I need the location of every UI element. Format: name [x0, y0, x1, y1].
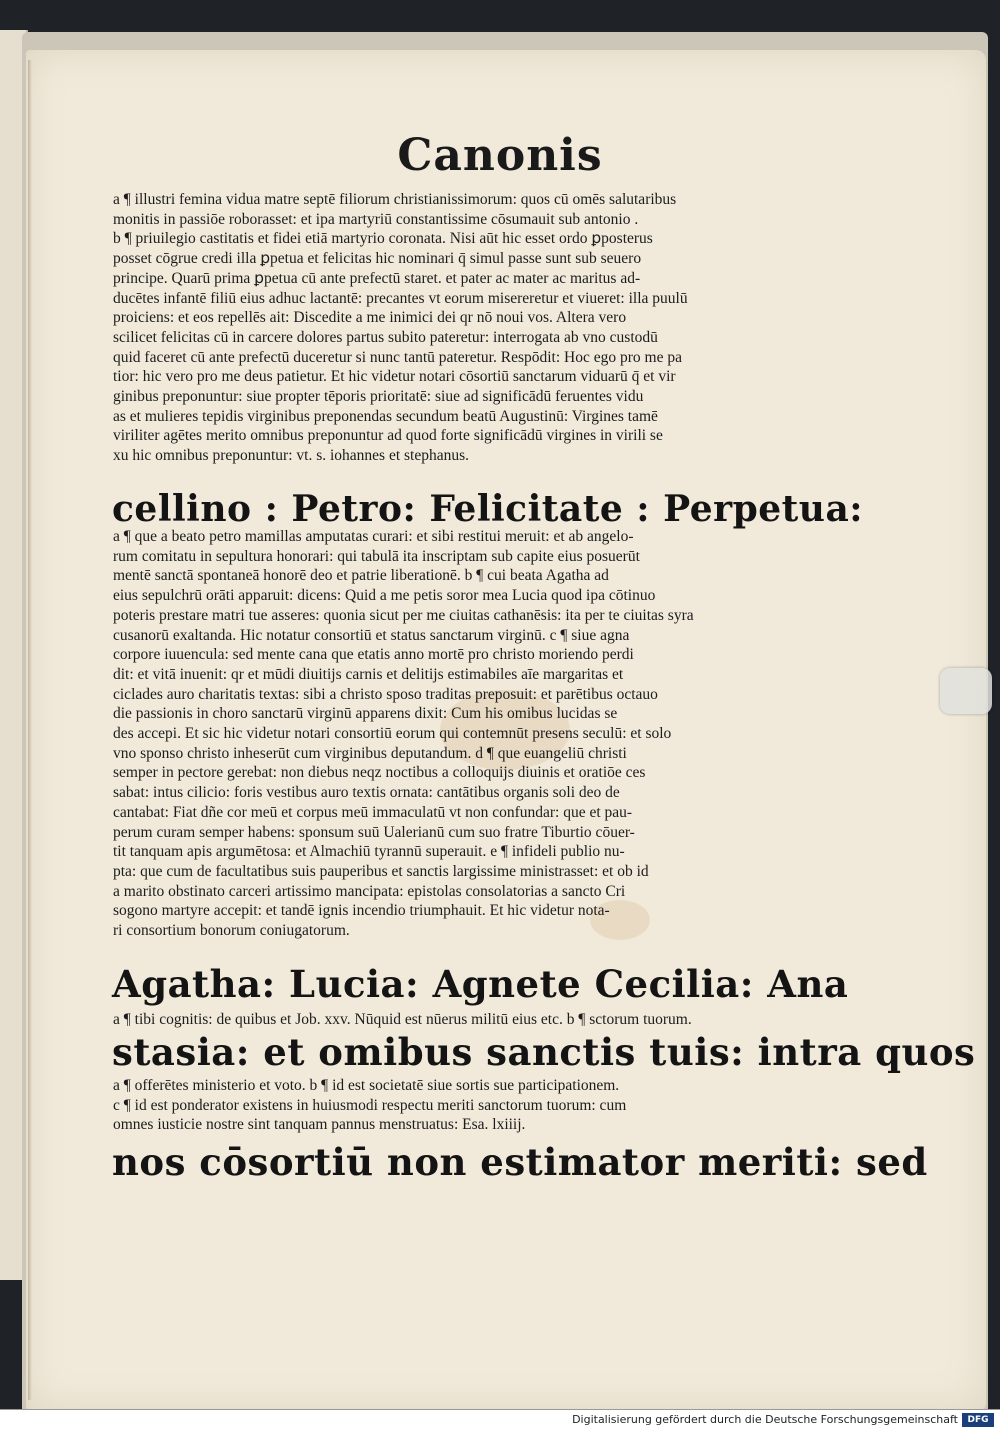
text-line-2: Agatha: Lucia: Agnete Cecilia: Ana — [112, 962, 849, 1006]
gloss-line: die passionis in choro sanctarū virginū apparens dixit: Cum his omibus lucidas se — [113, 705, 618, 723]
gloss-line: cantabat: Fiat dñe cor meū et corpus meū immaculatū vt non confundar: que et pau- — [113, 803, 633, 821]
footer-bar — [0, 1410, 1000, 1431]
gloss-line: xu hic omnibus preponuntur: vt. s. iohannes et stephanus. — [113, 447, 470, 465]
gloss-line: as et mulieres tepidis virginibus preponendas secundum beatū Augustinū: Virgines tamē — [113, 407, 658, 425]
gloss-line: ducētes infantē filiū eius adhuc lactantē: precantes vt eorum misereretur et viueret: illa puulū — [113, 289, 688, 307]
page-heading: Canonis — [397, 130, 603, 181]
gloss-line: a ¶ que a beato petro mamillas amputatas curari: et sibi restitui meruit: et ab angelo- — [113, 528, 634, 545]
gloss-line: eius sepulchrū orāti apparuit: dicens: Quid a me petis soror mea Lucia quod ipa cōtinuo — [113, 587, 656, 605]
gloss-line: viriliter agētes merito omnibus preponuntur ad quod forte significādū virgines in virili se — [113, 427, 663, 445]
gloss-line: ciclades auro charitatis textas: sibi a christo sposo traditas preposuit: et parētibus octauo — [113, 685, 658, 703]
gloss-line: b ¶ priuilegio castitatis et fidei etiā martyrio coronata. Nisi aūt hic esset ordo ꝑposterus — [113, 230, 653, 248]
gloss-line: sabat: intus cilicio: foris vestibus auro textis ornata: cantātibus organis soli deo de — [113, 784, 620, 802]
gloss-line: a ¶ tibi cognitis: de quibus et Job. xxv. Nūquid est nūerus militū eius etc. b ¶ sctorum tuorum. — [113, 1011, 692, 1028]
dfg-logo: DFG — [962, 1413, 994, 1427]
gloss-line: ginibus preponuntur: siue propter tēporis prioritatē: siue ad significādū feruentes vidu — [113, 388, 644, 406]
gloss-line: a ¶ illustri femina vidua matre septē filiorum christianissimorum: quos cū omēs salutaribus — [113, 191, 677, 208]
gloss-block-2 — [113, 527, 768, 941]
gloss-line: proiciens: et eos repellēs ait: Discedite a me inimici dei qr nō noui vos. Altera vero — [113, 309, 627, 327]
gloss-line: pta: que cum de facultatibus suis pauperibus et sanctis largissime ministrasset: et ob id — [113, 862, 649, 880]
gloss-line: mentē sanctā spontaneā honorē deo et patrie liberationē. b ¶ cui beata Agatha ad — [113, 567, 609, 585]
gloss-block-4 — [113, 1076, 768, 1135]
gloss-line: a marito obstinato carceri artissimo mancipata: epistolas consolatorias a sancto Cri — [113, 882, 626, 900]
page-clip — [940, 668, 992, 714]
gloss-line: dit: et vitā inuenit: qr et mūdi diuitijs carnis et delitijs estimabiles aīe margaritas et — [113, 665, 624, 683]
gloss-line: poteris prestare matri tue asseres: quonia sicut per me ciuitas cathanēsis: ita per te ciuitas syra — [113, 606, 694, 624]
gloss-line: corpore iuuencula: sed mente cana que etatis anno mortē pro christo moriendo perdi — [113, 646, 634, 664]
gloss-line: rum comitatu in sepultura honorari: qui tabulā ita inscriptam sub capite eius posuerūt — [113, 547, 640, 565]
gloss-line: tit tanquam apis argumētosa: et Almachiū tyrannū superauit. e ¶ infideli publio nu- — [113, 843, 625, 861]
gloss-line: monitis in passiōe roborasset: et ipa martyriū constantissime cōsumauit sub antonio . — [113, 210, 639, 228]
gloss-line: omnes iusticie nostre sint tanquam pannus menstruatus: Esa. lxiiij. — [113, 1116, 526, 1134]
gloss-line: principe. Quarū prima ꝑpetua cū ante prefectū staret. et pater ac mater ac maritus ad- — [113, 269, 641, 287]
text-line-4: nos cōsortiū non estimator meriti: sed — [112, 1140, 928, 1184]
gloss-line: semper in pectore gerebat: non diebus neqz noctibus a colloquijs diuinis et oratiōe ces — [113, 764, 646, 782]
text-line-1: cellino : Petro: Felicitate : Perpetua: — [112, 488, 864, 530]
gloss-block-3 — [113, 1010, 768, 1030]
gloss-line: c ¶ id est ponderator existens in huiusmodi respectu meriti sanctorum tuorum: cum — [113, 1096, 627, 1114]
footer-credit: Digitalisierung gefördert durch die Deutsche Forschungsgemeinschaft — [572, 1413, 958, 1426]
gloss-block-1 — [113, 190, 768, 466]
gloss-line: ri consortium bonorum coniugatorum. — [113, 922, 350, 940]
gloss-line: posset cōgrue credi illa ꝑpetua et felicitas hic nominari q̄ simul passe sunt sub seuero — [113, 250, 642, 268]
gloss-line: perum curam semper habens: sponsum suū Ualerianū cum suo fratre Tiburtio cōuer- — [113, 823, 635, 841]
gloss-line: cusanorū exaltanda. Hic notatur consortiū et status sanctarum virginū. c ¶ siue agna — [113, 626, 630, 644]
gloss-line: a ¶ offerētes ministerio et voto. b ¶ id est societatē siue sortis sue participationem. — [113, 1077, 620, 1094]
gloss-line: vno sponso christo inheserūt cum virginibus deputandum. d ¶ que euangeliū christi — [113, 744, 627, 762]
gloss-line: sogono martyre accepit: et tandē ignis incendio triumphauit. Et hic videtur nota- — [113, 902, 610, 920]
gloss-line: tior: hic vero pro me deus patietur. Et hic videtur notari cōsortiū sanctarum viduarū q̄ et vir — [113, 368, 676, 386]
gloss-line: scilicet felicitas cū in carcere dolores partus subito pateretur: interrogata ab vno custodū — [113, 328, 658, 346]
gloss-line: quid faceret cū ante prefectū duceretur si nunc tantū pateretur. Respōdit: Hoc ego pro me pa — [113, 348, 682, 366]
spine-shadow — [28, 60, 32, 1400]
text-line-3: stasia: et omibus sanctis tuis: intra quos — [112, 1030, 976, 1074]
gloss-line: des accepi. Et sic hic videtur notari consortiū eorum qui contemnūt presens seculū: et solo — [113, 725, 672, 743]
